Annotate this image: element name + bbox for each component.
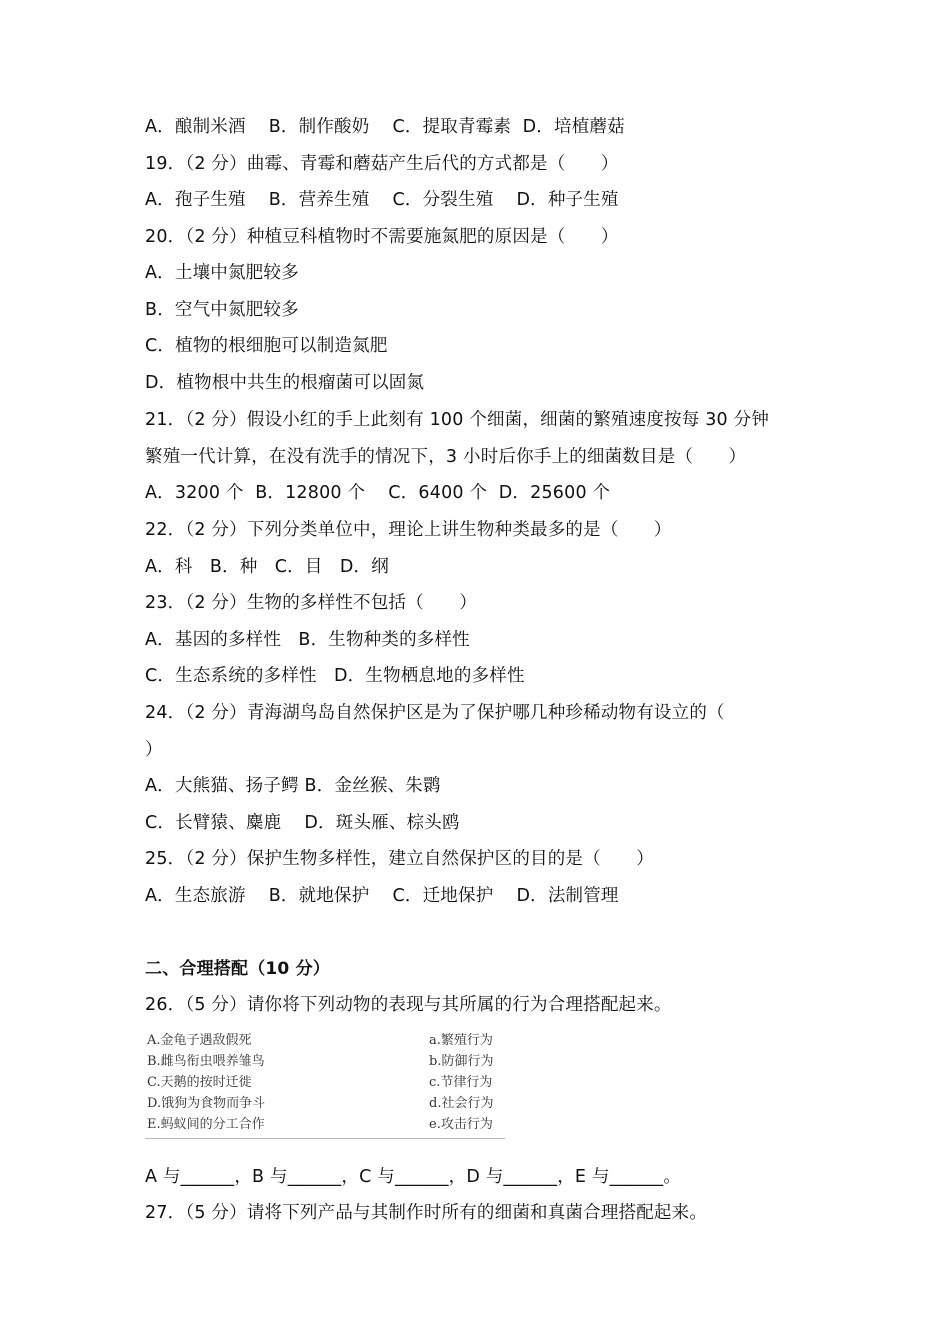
q20-stem: 20．（2 分）种植豆科植物时不需要施氮肥的原因是（ ）: [145, 227, 619, 247]
q24-stem-line1: 24．（2 分）青海湖鸟岛自然保护区是为了保护哪几种珍稀动物有设立的（: [145, 703, 725, 723]
q20-option-a: A．土壤中氮肥较多: [145, 263, 299, 283]
q24-stem-line2: ）: [145, 740, 163, 760]
matching-table-image: [145, 1030, 505, 1139]
q20-option-b: B．空气中氮肥较多: [145, 300, 299, 320]
q19-stem: 19．（2 分）曲霉、青霉和蘑菇产生后代的方式都是（ ）: [145, 154, 619, 174]
match-right-item: b.防御行为: [429, 1054, 494, 1069]
q24-options-ab: A．大熊猫、扬子鳄 B．金丝猴、朱鹮: [145, 776, 441, 796]
q23-options-ab: A．基因的多样性 B．生物种类的多样性: [145, 630, 470, 650]
q24-options-cd: C．长臂猿、麋鹿 D．斑头雁、棕头鸥: [145, 813, 460, 833]
match-right-item: a.繁殖行为: [429, 1033, 493, 1048]
q22-options: A．科 B．种 C．目 D．纲: [145, 557, 389, 577]
match-left-item: E.蚂蚁间的分工合作: [147, 1117, 265, 1132]
q25-stem: 25．（2 分）保护生物多样性，建立自然保护区的目的是（ ）: [145, 849, 654, 869]
q26-answer-line: A 与______，B 与______，C 与______，D 与______，E 与______。: [145, 1167, 682, 1187]
q18-options: A．酿制米酒 B．制作酸奶 C．提取青霉素 D．培植蘑菇: [145, 117, 625, 137]
match-left-item: C.天鹅的按时迁徙: [147, 1075, 252, 1090]
q21-options: A．3200 个 B．12800 个 C．6400 个 D．25600 个: [145, 483, 611, 503]
match-right-item: d.社会行为: [429, 1096, 494, 1111]
q20-option-d: D．植物根中共生的根瘤菌可以固氮: [145, 373, 425, 393]
match-left-item: B.雌鸟衔虫喂养雏鸟: [147, 1054, 265, 1069]
q21-stem-line1: 21．（2 分）假设小红的手上此刻有 100 个细菌，细菌的繁殖速度按每 30 分钟: [145, 410, 770, 430]
q23-stem: 23．（2 分）生物的多样性不包括（ ）: [145, 593, 477, 613]
q26-stem: 26．（5 分）请你将下列动物的表现与其所属的行为合理搭配起来。: [145, 995, 672, 1015]
q22-stem: 22．（2 分）下列分类单位中，理论上讲生物种类最多的是（ ）: [145, 520, 672, 540]
q27-stem: 27．（5 分）请将下列产品与其制作时所有的细菌和真菌合理搭配起来。: [145, 1203, 708, 1223]
q25-options: A．生态旅游 B．就地保护 C．迁地保护 D．法制管理: [145, 886, 619, 906]
match-left-item: D.饿狗为食物而争斗: [147, 1096, 266, 1111]
match-right-item: c.节律行为: [429, 1075, 493, 1090]
match-right-item: e.攻击行为: [429, 1117, 493, 1132]
match-left-item: A.金龟子遇敌假死: [147, 1033, 252, 1048]
q23-options-cd: C．生态系统的多样性 D．生物栖息地的多样性: [145, 666, 525, 686]
q20-option-c: C．植物的根细胞可以制造氮肥: [145, 336, 388, 356]
q21-stem-line2: 繁殖一代计算，在没有洗手的情况下，3 小时后你手上的细菌数目是（ ）: [145, 447, 747, 467]
q19-options: A．孢子生殖 B．营养生殖 C．分裂生殖 D．种子生殖: [145, 190, 619, 210]
section-heading: 二、合理搭配（10 分）: [145, 959, 330, 979]
